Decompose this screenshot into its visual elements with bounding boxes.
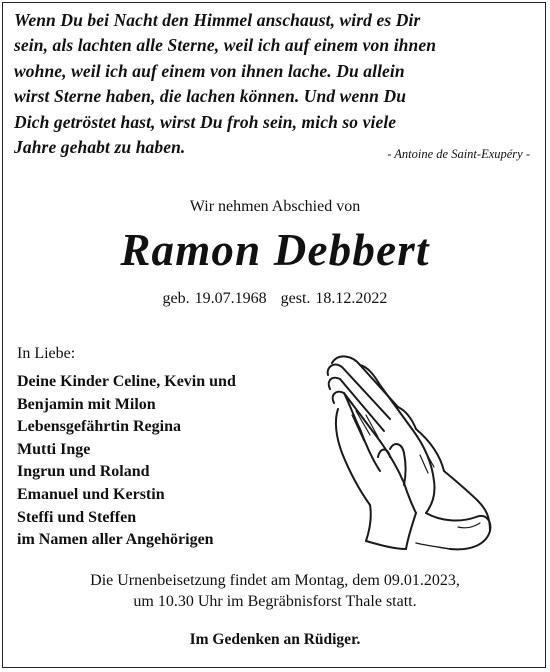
mourner-line: Mutti Inge [17,440,91,458]
ceremony-line: Die Urnenbeisetzung findet am Montag, dem 09.01.2023, [90,572,460,589]
ceremony-info [0,570,550,612]
mourner-line: Ingrun und Roland [17,463,150,481]
mourner-line: im Namen aller Angehörigen [17,531,214,549]
farewell-intro: Wir nehmen Abschied von [189,198,361,215]
quote-line: Dich getröstet hast, wirst Du froh sein, mich so viele [14,111,397,132]
mourner-line: Emanuel und Kerstin [17,485,165,503]
death-date: gest. 18.12.2022 [280,290,388,307]
memorial-line: Im Gedenken an Rüdiger. [189,631,361,648]
quote-line: Jahre gehabt zu haben. [14,137,186,158]
quote-line: wirst Sterne haben, die lachen können. Und wenn Du [14,86,407,107]
birth-date: geb. 19.07.1968 [162,290,267,307]
mourner-line: Steffi und Steffen [17,508,137,526]
quote-block [14,8,534,160]
mourners-heading: In Liebe: [17,345,76,362]
quote-line: wohne, weil ich auf einem von ihnen lache. Du allein [14,60,405,81]
ceremony-line: um 10.30 Uhr im Begräbnisforst Thale statt. [133,593,417,610]
mourners-list [17,371,236,552]
quote-attribution: - Antoine de Saint-Exupéry - [387,147,530,161]
life-dates [0,290,550,308]
mourner-line: Lebensgefährtin Regina [17,418,181,436]
praying-hands-icon [320,345,500,555]
mourner-line: Deine Kinder Celine, Kevin und [17,373,236,390]
mourner-line: Benjamin mit Milon [17,395,156,413]
quote-line: sein, als lachten alle Sterne, weil ich auf einem von ihnen [14,35,437,56]
quote-line: Wenn Du bei Nacht den Himmel anschaust, wird es Dir [14,10,421,30]
deceased-name: Ramon Debbert [120,225,430,275]
